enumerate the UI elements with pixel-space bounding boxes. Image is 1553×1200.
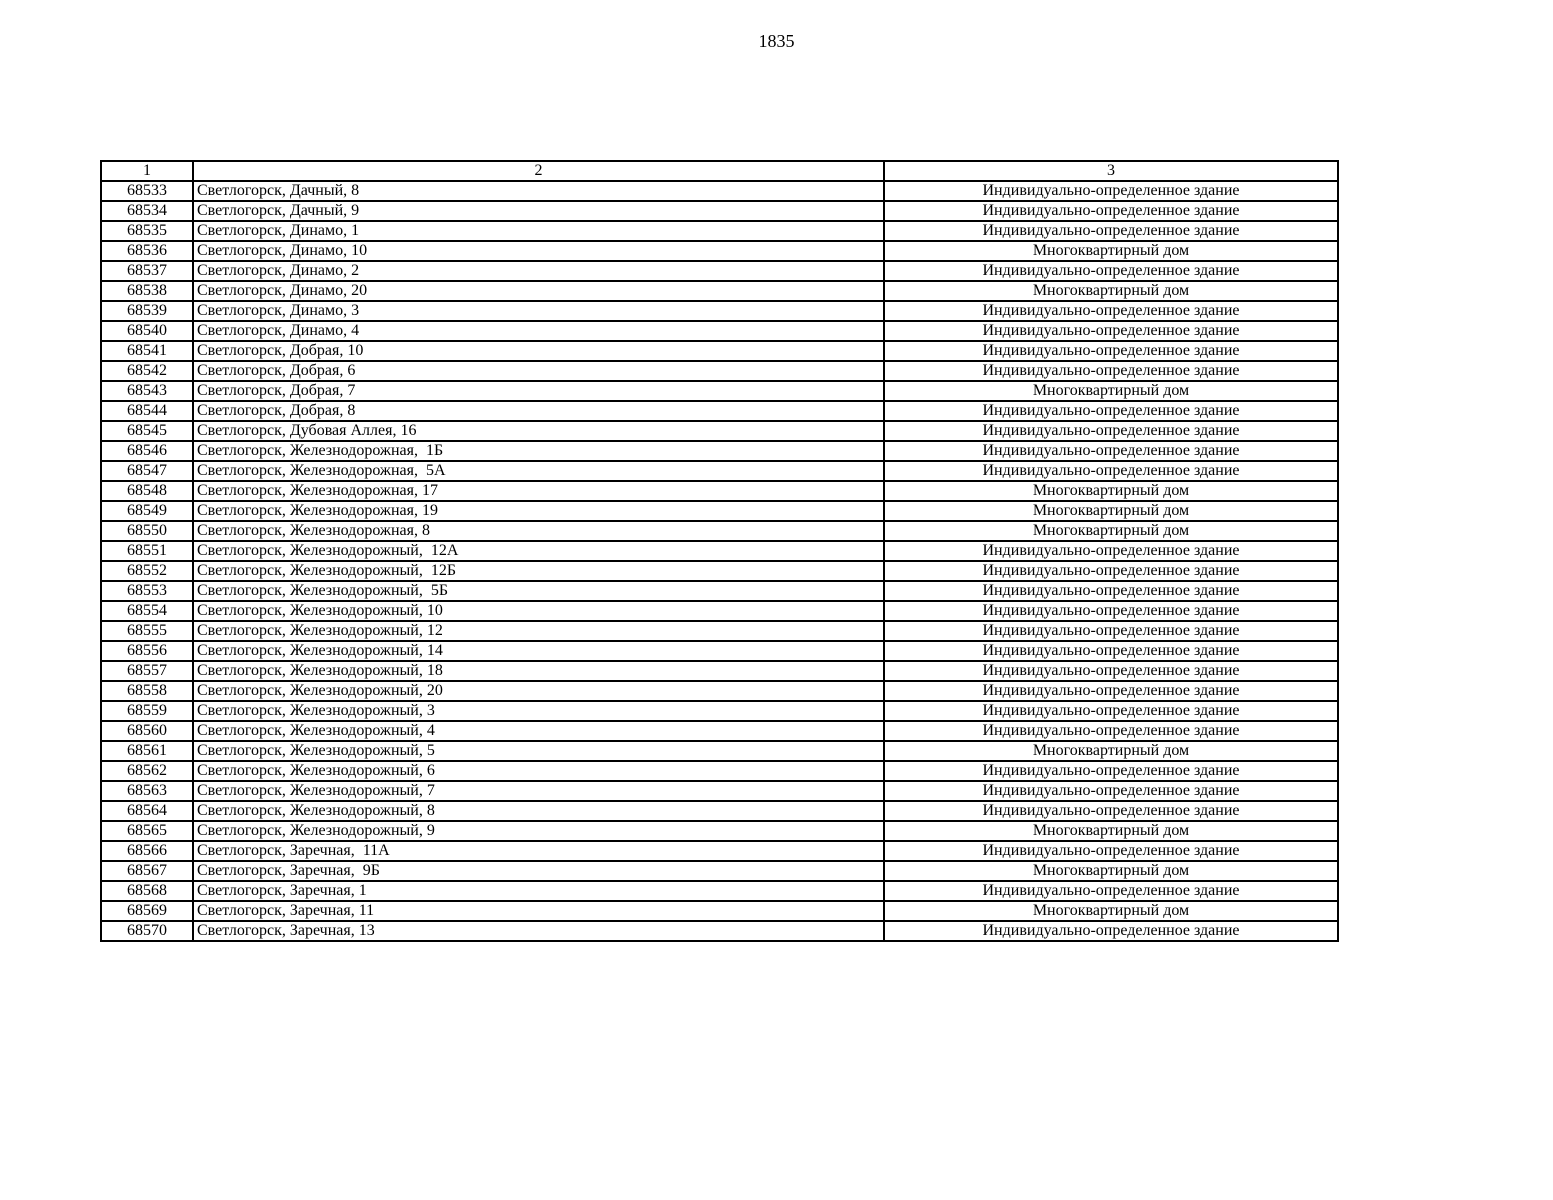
row-number-cell: 68564	[101, 801, 193, 821]
table-row	[101, 661, 1338, 681]
table-row	[101, 261, 1338, 281]
row-number-cell: 68539	[101, 301, 193, 321]
table-row	[101, 781, 1338, 801]
table-row	[101, 201, 1338, 221]
address-cell: Светлогорск, Добрая, 10	[193, 341, 884, 361]
row-number-cell: 68533	[101, 181, 193, 201]
row-number-cell: 68545	[101, 421, 193, 441]
object-type-cell: Индивидуально-определенное здание	[884, 301, 1338, 321]
row-number-cell: 68543	[101, 381, 193, 401]
row-number-cell: 68534	[101, 201, 193, 221]
table-row	[101, 441, 1338, 461]
object-type-cell: Многоквартирный дом	[884, 521, 1338, 541]
object-type-cell: Индивидуально-определенное здание	[884, 781, 1338, 801]
row-number-cell: 68556	[101, 641, 193, 661]
table-row	[101, 541, 1338, 561]
registry-table	[100, 160, 1339, 942]
table-row	[101, 221, 1338, 241]
table-row	[101, 681, 1338, 701]
row-number-cell: 68537	[101, 261, 193, 281]
table-row	[101, 481, 1338, 501]
row-number-cell: 68569	[101, 901, 193, 921]
row-number-cell: 68566	[101, 841, 193, 861]
row-number-cell: 68561	[101, 741, 193, 761]
object-type-cell: Индивидуально-определенное здание	[884, 561, 1338, 581]
table-row	[101, 801, 1338, 821]
table-row	[101, 521, 1338, 541]
object-type-cell: Индивидуально-определенное здание	[884, 321, 1338, 341]
row-number-cell: 68565	[101, 821, 193, 841]
object-type-cell: Индивидуально-определенное здание	[884, 661, 1338, 681]
object-type-cell: Индивидуально-определенное здание	[884, 401, 1338, 421]
table-row	[101, 321, 1338, 341]
object-type-cell: Индивидуально-определенное здание	[884, 681, 1338, 701]
address-cell: Светлогорск, Железнодорожный, 3	[193, 701, 884, 721]
table-row	[101, 601, 1338, 621]
object-type-cell: Индивидуально-определенное здание	[884, 881, 1338, 901]
address-cell: Светлогорск, Железнодорожный, 12Б	[193, 561, 884, 581]
object-type-cell: Индивидуально-определенное здание	[884, 621, 1338, 641]
registry-table-body	[101, 161, 1338, 941]
address-cell: Светлогорск, Дачный, 9	[193, 201, 884, 221]
address-cell: Светлогорск, Заречная, 11А	[193, 841, 884, 861]
row-number-cell: 68563	[101, 781, 193, 801]
table-row	[101, 341, 1338, 361]
table-row	[101, 361, 1338, 381]
address-cell: Светлогорск, Железнодорожная, 8	[193, 521, 884, 541]
object-type-cell: Индивидуально-определенное здание	[884, 581, 1338, 601]
row-number-cell: 68541	[101, 341, 193, 361]
object-type-cell: Многоквартирный дом	[884, 861, 1338, 881]
object-type-cell: Индивидуально-определенное здание	[884, 921, 1338, 941]
table-header-row	[101, 161, 1338, 181]
object-type-cell: Многоквартирный дом	[884, 241, 1338, 261]
row-number-cell: 68562	[101, 761, 193, 781]
object-type-cell: Многоквартирный дом	[884, 501, 1338, 521]
table-row	[101, 921, 1338, 941]
object-type-cell: Многоквартирный дом	[884, 901, 1338, 921]
row-number-cell: 68546	[101, 441, 193, 461]
address-cell: Светлогорск, Динамо, 2	[193, 261, 884, 281]
row-number-cell: 68548	[101, 481, 193, 501]
object-type-cell: Индивидуально-определенное здание	[884, 541, 1338, 561]
table-row	[101, 821, 1338, 841]
address-cell: Светлогорск, Динамо, 20	[193, 281, 884, 301]
table-row	[101, 641, 1338, 661]
table-row	[101, 881, 1338, 901]
table-row	[101, 181, 1338, 201]
page-number: 1835	[758, 31, 795, 51]
address-cell: Светлогорск, Железнодорожный, 12А	[193, 541, 884, 561]
table-row	[101, 621, 1338, 641]
row-number-cell: 68559	[101, 701, 193, 721]
row-number-cell: 68536	[101, 241, 193, 261]
table-row	[101, 861, 1338, 881]
address-cell: Светлогорск, Железнодорожный, 5	[193, 741, 884, 761]
address-cell: Светлогорск, Железнодорожная, 17	[193, 481, 884, 501]
object-type-cell: Индивидуально-определенное здание	[884, 601, 1338, 621]
row-number-cell: 68558	[101, 681, 193, 701]
address-cell: Светлогорск, Железнодорожный, 5Б	[193, 581, 884, 601]
object-type-cell: Индивидуально-определенное здание	[884, 261, 1338, 281]
table-row	[101, 741, 1338, 761]
address-cell: Светлогорск, Железнодорожная, 5А	[193, 461, 884, 481]
address-cell: Светлогорск, Железнодорожная, 1Б	[193, 441, 884, 461]
address-cell: Светлогорск, Железнодорожный, 7	[193, 781, 884, 801]
row-number-cell: 68552	[101, 561, 193, 581]
row-number-cell: 68540	[101, 321, 193, 341]
object-type-cell: Индивидуально-определенное здание	[884, 201, 1338, 221]
table-row	[101, 301, 1338, 321]
object-type-cell: Многоквартирный дом	[884, 481, 1338, 501]
address-cell: Светлогорск, Железнодорожный, 14	[193, 641, 884, 661]
object-type-cell: Индивидуально-определенное здание	[884, 641, 1338, 661]
address-cell: Светлогорск, Заречная, 9Б	[193, 861, 884, 881]
object-type-cell: Многоквартирный дом	[884, 821, 1338, 841]
address-cell: Светлогорск, Динамо, 4	[193, 321, 884, 341]
row-number-cell: 68544	[101, 401, 193, 421]
address-cell: Светлогорск, Железнодорожный, 20	[193, 681, 884, 701]
address-cell: Светлогорск, Добрая, 7	[193, 381, 884, 401]
row-number-cell: 68568	[101, 881, 193, 901]
object-type-cell: Многоквартирный дом	[884, 281, 1338, 301]
row-number-cell: 68535	[101, 221, 193, 241]
object-type-cell: Индивидуально-определенное здание	[884, 461, 1338, 481]
object-type-cell: Индивидуально-определенное здание	[884, 841, 1338, 861]
row-number-cell: 68554	[101, 601, 193, 621]
address-cell: Светлогорск, Железнодорожный, 4	[193, 721, 884, 741]
object-type-cell: Индивидуально-определенное здание	[884, 341, 1338, 361]
row-number-cell: 68570	[101, 921, 193, 941]
table-row	[101, 281, 1338, 301]
row-number-cell: 68538	[101, 281, 193, 301]
address-cell: Светлогорск, Заречная, 1	[193, 881, 884, 901]
table-row	[101, 241, 1338, 261]
address-cell: Светлогорск, Дачный, 8	[193, 181, 884, 201]
object-type-cell: Индивидуально-определенное здание	[884, 721, 1338, 741]
address-cell: Светлогорск, Заречная, 13	[193, 921, 884, 941]
address-cell: Светлогорск, Заречная, 11	[193, 901, 884, 921]
object-type-cell: Индивидуально-определенное здание	[884, 181, 1338, 201]
column-header-2: 2	[193, 161, 884, 181]
address-cell: Светлогорск, Дубовая Аллея, 16	[193, 421, 884, 441]
object-type-cell: Многоквартирный дом	[884, 381, 1338, 401]
table-row	[101, 561, 1338, 581]
address-cell: Светлогорск, Железнодорожный, 10	[193, 601, 884, 621]
object-type-cell: Индивидуально-определенное здание	[884, 361, 1338, 381]
address-cell: Светлогорск, Добрая, 8	[193, 401, 884, 421]
table-row	[101, 841, 1338, 861]
row-number-cell: 68553	[101, 581, 193, 601]
row-number-cell: 68560	[101, 721, 193, 741]
row-number-cell: 68549	[101, 501, 193, 521]
address-cell: Светлогорск, Железнодорожная, 19	[193, 501, 884, 521]
table-row	[101, 461, 1338, 481]
table-row	[101, 721, 1338, 741]
object-type-cell: Индивидуально-определенное здание	[884, 761, 1338, 781]
table-row	[101, 501, 1338, 521]
table-row	[101, 901, 1338, 921]
row-number-cell: 68555	[101, 621, 193, 641]
row-number-cell: 68542	[101, 361, 193, 381]
address-cell: Светлогорск, Железнодорожный, 8	[193, 801, 884, 821]
row-number-cell: 68567	[101, 861, 193, 881]
table-row	[101, 381, 1338, 401]
address-cell: Светлогорск, Добрая, 6	[193, 361, 884, 381]
address-cell: Светлогорск, Динамо, 1	[193, 221, 884, 241]
row-number-cell: 68551	[101, 541, 193, 561]
row-number-cell: 68547	[101, 461, 193, 481]
table-row	[101, 581, 1338, 601]
table-row	[101, 701, 1338, 721]
object-type-cell: Индивидуально-определенное здание	[884, 441, 1338, 461]
address-cell: Светлогорск, Динамо, 3	[193, 301, 884, 321]
object-type-cell: Индивидуально-определенное здание	[884, 701, 1338, 721]
table-row	[101, 421, 1338, 441]
object-type-cell: Индивидуально-определенное здание	[884, 801, 1338, 821]
table-row	[101, 401, 1338, 421]
object-type-cell: Многоквартирный дом	[884, 741, 1338, 761]
address-cell: Светлогорск, Железнодорожный, 12	[193, 621, 884, 641]
column-header-1: 1	[101, 161, 193, 181]
object-type-cell: Индивидуально-определенное здание	[884, 421, 1338, 441]
row-number-cell: 68557	[101, 661, 193, 681]
table-row	[101, 761, 1338, 781]
object-type-cell: Индивидуально-определенное здание	[884, 221, 1338, 241]
address-cell: Светлогорск, Железнодорожный, 18	[193, 661, 884, 681]
address-cell: Светлогорск, Динамо, 10	[193, 241, 884, 261]
address-cell: Светлогорск, Железнодорожный, 6	[193, 761, 884, 781]
address-cell: Светлогорск, Железнодорожный, 9	[193, 821, 884, 841]
column-header-3: 3	[884, 161, 1338, 181]
row-number-cell: 68550	[101, 521, 193, 541]
